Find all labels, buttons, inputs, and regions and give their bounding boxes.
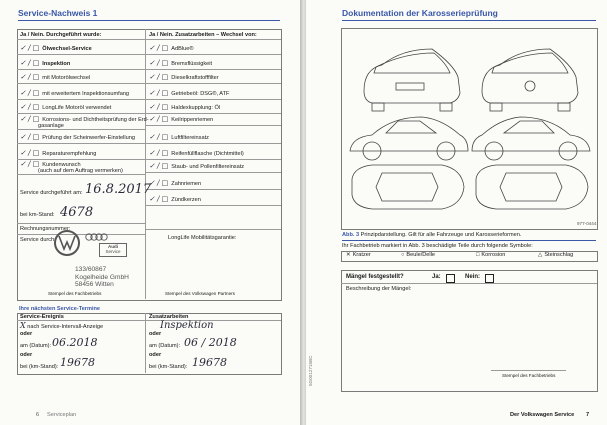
- check-mark: ✓ / □: [149, 133, 169, 141]
- ja-checkbox[interactable]: [446, 274, 455, 283]
- right-item: ✓ / □ AdBlue®: [149, 44, 194, 52]
- check-mark: ✓ / □: [20, 149, 40, 157]
- left-page: Service-Nachweis 1 Ja / Nein. Durchgeführt wurde: Ja / Nein. Zusatzarbeiten – Wechsel von: ✓ / □ Ölwechsel-Service ✓ / □ Inspektion ✓ / □ mit Motorölwechsel ✓ / □ mit erweitertem Inspektionsumfang ✓ / □ LongLife Motoröl verwendet ✓ / □ Korrosions- und Dichtheitsprüfung der Erd- gasanlage ✓ / □ Prüfung der Scheinwerfer-Einstellung ✓ / □ Reparaturempfehlung ✓ / □ Kundenwunsch (auch auf dem Auftrag vermerken) ✓ / □ AdBlue® ✓ / □ Bremsflüssigkeit ✓ / □ Dieselkraftstofffilter ✓ / □ Getriebeöl: DSG®, ATF ✓ / □ Haldexkupplung: Öl ✓ / □ Keilrippenriemen ✓ / □ Luftfiltereinsatz ✓ / □ Reifenfüllflasche (Dichtmittel) ✓ / □ Staub- und Pollenfiltereinsatz ✓ / □ Zahnriemen ✓ / □ Zündkerzen Service durchgeführt am: 16.8.2017 bei km-Stand: 4678 Rechnungsnummer: Service durch: LongLife Mobilitätsgarantie: Stempel des Fachbetriebs Stempel des Volkswagen Partners Audi Service 133/60867 Kogelheide GmbH 58456 Witten Ihre nächsten Service-Termine Service-Ereignis Zusatzarbeiten X nach Service-Intervall-Anzeige oder am (Datum): 06.2018 oder bei (km-Stand): 19678 Inspektion oder am (Datum): 06 / 2018 oder bei (km-Stand): 19678 6 Serviceplan: [0, 0, 300, 425]
- check-mark: ✓ / □: [149, 115, 169, 123]
- right-item: ✓ / □ Haldexkupplung: Öl: [149, 103, 221, 111]
- next-right-hand: Inspektion: [160, 320, 214, 331]
- check-mark: ✓ / □: [20, 73, 40, 81]
- check-mark: ✓ / □: [149, 179, 169, 187]
- service-date-label: Service durchgeführt am:: [20, 190, 83, 196]
- check-mark: ✓ / □: [20, 160, 40, 168]
- dealer-stamp: [61, 228, 127, 298]
- left-item: ✓ / □ Prüfung der Scheinwerfer-Einstellung: [20, 133, 135, 141]
- table-header-rule: [17, 39, 281, 40]
- right-footer-text: Der Volkswagen Service: [510, 412, 575, 418]
- check-mark: ✓ / □: [149, 195, 169, 203]
- car-diagram: [341, 28, 598, 230]
- col-left-header: Ja / Nein. Durchgeführt wurde:: [20, 32, 102, 38]
- rechnung-label: Rechnungsnummer:: [20, 226, 71, 232]
- nein-label: Nein:: [465, 274, 480, 280]
- service-durch-label: Service durch:: [20, 237, 56, 243]
- next-oder2: oder: [20, 352, 33, 358]
- stempel-label: Stempel des Fachbetriebs: [502, 373, 556, 378]
- left-item: ✓ / □ Korrosions- und Dichtheitsprüfung der Erd- gasanlage: [20, 115, 149, 130]
- next-title: Ihre nächsten Service-Termine: [19, 306, 101, 312]
- figure-caption: Abb. 3 Prinzipdarstellung. Gilt für alle Fahrzeuge und Karosserieformen.: [342, 232, 522, 238]
- service-date-value: 16.8.2017: [85, 182, 152, 197]
- ja-label: Ja:: [432, 274, 441, 280]
- check-mark: ✓ / □: [149, 149, 169, 157]
- legend-item: ○ Beule/Delle: [401, 252, 435, 258]
- check-mark: ✓ / □: [20, 59, 40, 67]
- stempel-partner-label: Stempel des Fachbetriebs: [48, 291, 102, 296]
- audi-service-box: Audi Service: [99, 243, 127, 257]
- legend-item: □ Korrosion: [476, 252, 506, 258]
- check-mark: ✓ / □: [20, 103, 40, 111]
- right-title-rule: [342, 20, 596, 21]
- km-value: 4678: [60, 205, 94, 220]
- longlife-label: LongLife Mobilitätsgarantie:: [168, 235, 237, 241]
- next-right-am-value: 06 / 2018: [184, 336, 237, 349]
- left-item: ✓ / □ mit Motorölwechsel: [20, 73, 91, 81]
- nein-checkbox[interactable]: [485, 274, 494, 283]
- check-mark: ✓ / □: [149, 89, 169, 97]
- next-oder1: oder: [20, 331, 33, 337]
- left-item: ✓ / □ mit erweitertem Inspektionsumfang: [20, 89, 130, 97]
- check-mark: ✓ / □: [149, 44, 169, 52]
- right-footer-num: 7: [586, 412, 590, 418]
- next-am-label: am (Datum):: [20, 343, 52, 349]
- figure-id: 977-0444: [577, 221, 597, 226]
- legend-item: △ Steinschlag: [538, 252, 574, 258]
- left-footer-text: Serviceplan: [47, 412, 77, 418]
- left-footer-num: 6: [36, 412, 40, 418]
- km-label: bei km-Stand:: [20, 212, 55, 218]
- title-rule: [18, 20, 280, 21]
- beschreibung-label: Beschreibung der Mängel:: [346, 286, 412, 292]
- stamp-text: 133/60867 Kogelheide GmbH 58456 Witten: [75, 266, 129, 288]
- next-col1: Service-Ereignis: [20, 314, 64, 320]
- left-item: ✓ / □ LongLife Motoröl verwendet: [20, 103, 112, 111]
- check-mark: ✓ / □: [149, 73, 169, 81]
- right-page-title: Dokumentation der Karosserieprüfung: [342, 8, 498, 18]
- next-right-km-value: 19678: [192, 356, 227, 369]
- right-page: [306, 0, 607, 425]
- check-mark: ✓ / □: [149, 162, 169, 170]
- side-code: 5G0012715BC: [308, 355, 313, 386]
- car-diagram-svg: [342, 29, 597, 229]
- check-mark: ✓ / □: [20, 89, 40, 97]
- right-item: ✓ / □ Bremsflüssigkeit: [149, 59, 213, 67]
- next-col2: Zusatzarbeiten: [149, 314, 189, 320]
- check-mark: ✓ / □: [149, 59, 169, 67]
- col-right-header: Ja / Nein. Zusatzarbeiten – Wechsel von:: [149, 32, 257, 38]
- right-item: ✓ / □ Dieselkraftstofffilter: [149, 73, 219, 81]
- right-item: ✓ / □ Getriebeöl: DSG®, ATF: [149, 89, 230, 97]
- check-mark: ✓ / □: [20, 115, 40, 123]
- left-page-title: Service-Nachweis 1: [18, 8, 98, 18]
- check-mark: ✓ / □: [20, 44, 40, 52]
- stempel-vw-label: Stempel des Volkswagen Partners: [165, 291, 235, 296]
- right-item: ✓ / □ Staub- und Pollenfiltereinsatz: [149, 162, 245, 170]
- legend-item: ✕ Kratzer: [346, 252, 371, 258]
- next-am-value: 06.2018: [52, 336, 98, 349]
- right-item: ✓ / □ Luftfiltereinsatz: [149, 133, 209, 141]
- next-km-value: 19678: [60, 356, 95, 369]
- next-row1: nach Service-Intervall-Anzeige: [27, 324, 104, 330]
- left-item: ✓ / □ Kundenwunsch (auch auf dem Auftrag vermerken): [20, 160, 123, 175]
- right-item: ✓ / □ Keilrippenriemen: [149, 115, 214, 123]
- left-item: ✓ / □ Ölwechsel-Service: [20, 44, 92, 52]
- right-item: ✓ / □ Zündkerzen: [149, 195, 201, 203]
- next-km-label: bei (km-Stand):: [20, 364, 59, 370]
- right-item: ✓ / □ Reifenfüllflasche (Dichtmittel): [149, 149, 244, 157]
- defects-label: Mängel festgestellt?: [346, 274, 404, 280]
- left-item: ✓ / □ Inspektion: [20, 59, 71, 67]
- instruction-text: Ihr Fachbetrieb markiert in Abb. 3 beschädigte Teile durch folgende Symbole:: [342, 243, 533, 249]
- check-mark: ✓ / □: [20, 133, 40, 141]
- check-mark: ✓ / □: [149, 103, 169, 111]
- right-item: ✓ / □ Zahnriemen: [149, 179, 202, 187]
- left-item: ✓ / □ Reparaturempfehlung: [20, 149, 97, 157]
